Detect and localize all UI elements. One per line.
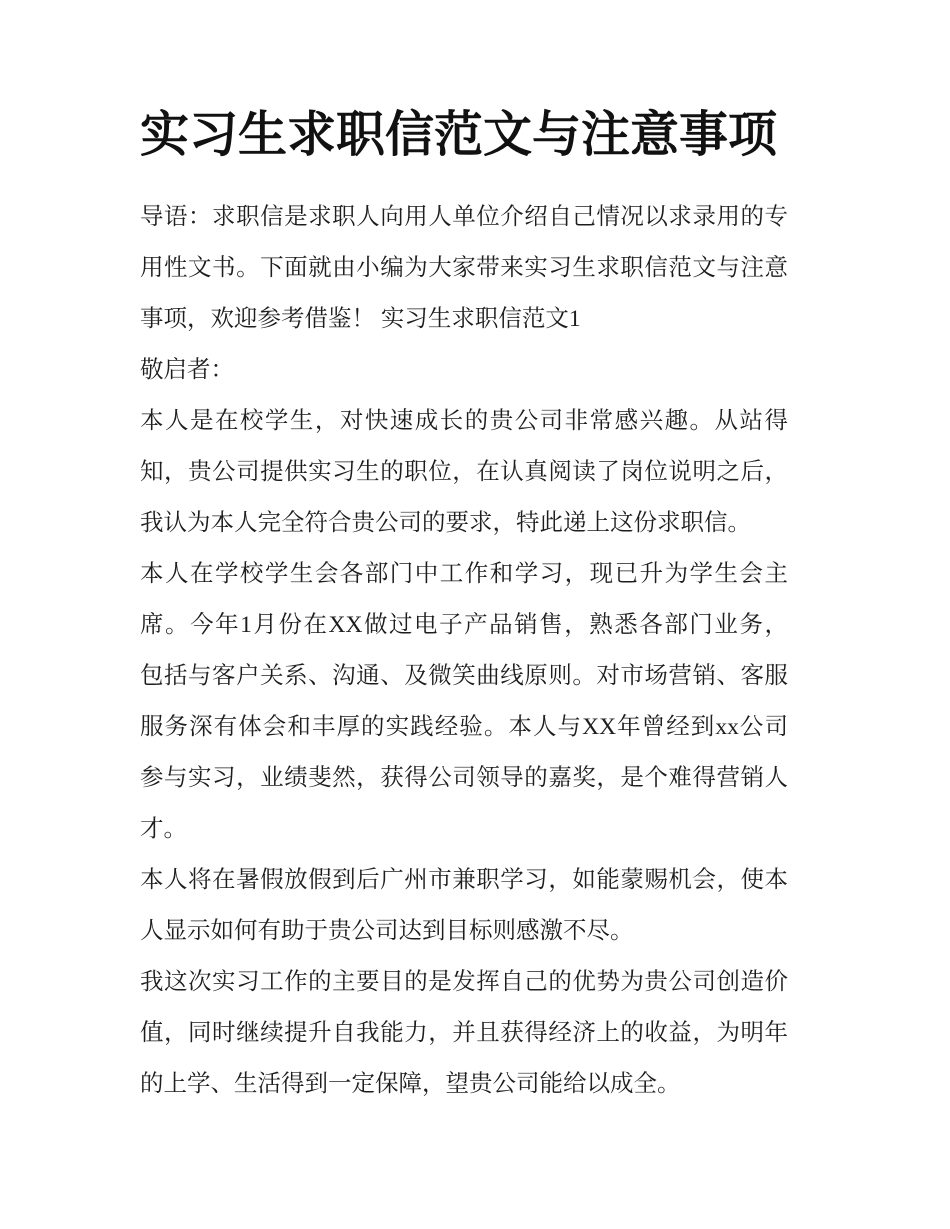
document-body: [140, 192, 788, 1110]
paragraph-purpose: [140, 957, 788, 1110]
paragraph-availability: [140, 855, 788, 957]
paragraph-salutation: [140, 345, 788, 396]
text-line: 敬启者：: [140, 357, 234, 383]
text-line: 知，贵公司提供实习生的职位，在认真阅读了岗位说明之后，: [140, 459, 788, 485]
text-line: 参与实习，业绩斐然，获得公司领导的嘉奖，是个难得营销人: [140, 765, 788, 791]
text-line: 本人将在暑假放假到后广州市兼职学习，如能蒙赐机会，使本: [140, 867, 788, 893]
text-line: 才。: [140, 816, 187, 842]
text-line: 席。今年1月份在XX做过电子产品销售，熟悉各部门业务，: [140, 612, 788, 638]
paragraph-experience: [140, 549, 788, 855]
text-line: 用性文书。下面就由小编为大家带来实习生求职信范文与注意: [140, 255, 788, 281]
text-line: 我这次实习工作的主要目的是发挥自己的优势为贵公司创造价: [140, 969, 788, 995]
text-line: 人显示如何有助于贵公司达到目标则感激不尽。: [140, 918, 634, 944]
text-line: 导语：求职信是求职人向用人单位介绍自己情况以求录用的专: [140, 204, 788, 230]
text-line: 本人在学校学生会各部门中工作和学习，现已升为学生会主: [140, 561, 788, 587]
text-line: 包括与客户关系、沟通、及微笑曲线原则。对市场营销、客服: [140, 663, 788, 689]
paragraph-interest: [140, 396, 788, 549]
text-line: 本人是在校学生，对快速成长的贵公司非常感兴趣。从站得: [140, 408, 788, 434]
text-line: 值，同时继续提升自我能力，并且获得经济上的收益，为明年: [140, 1020, 788, 1046]
text-line: 的上学、生活得到一定保障，望贵公司能给以成全。: [140, 1071, 681, 1097]
page-title: 实习生求职信范文与注意事项: [140, 107, 778, 162]
text-line: 我认为本人完全符合贵公司的要求，特此递上这份求职信。: [140, 510, 751, 536]
text-line: 事项，欢迎参考借鉴！ 实习生求职信范文1: [140, 306, 581, 332]
paragraph-intro: [140, 192, 788, 345]
text-line: 服务深有体会和丰厚的实践经验。本人与XX年曾经到xx公司: [140, 714, 788, 740]
